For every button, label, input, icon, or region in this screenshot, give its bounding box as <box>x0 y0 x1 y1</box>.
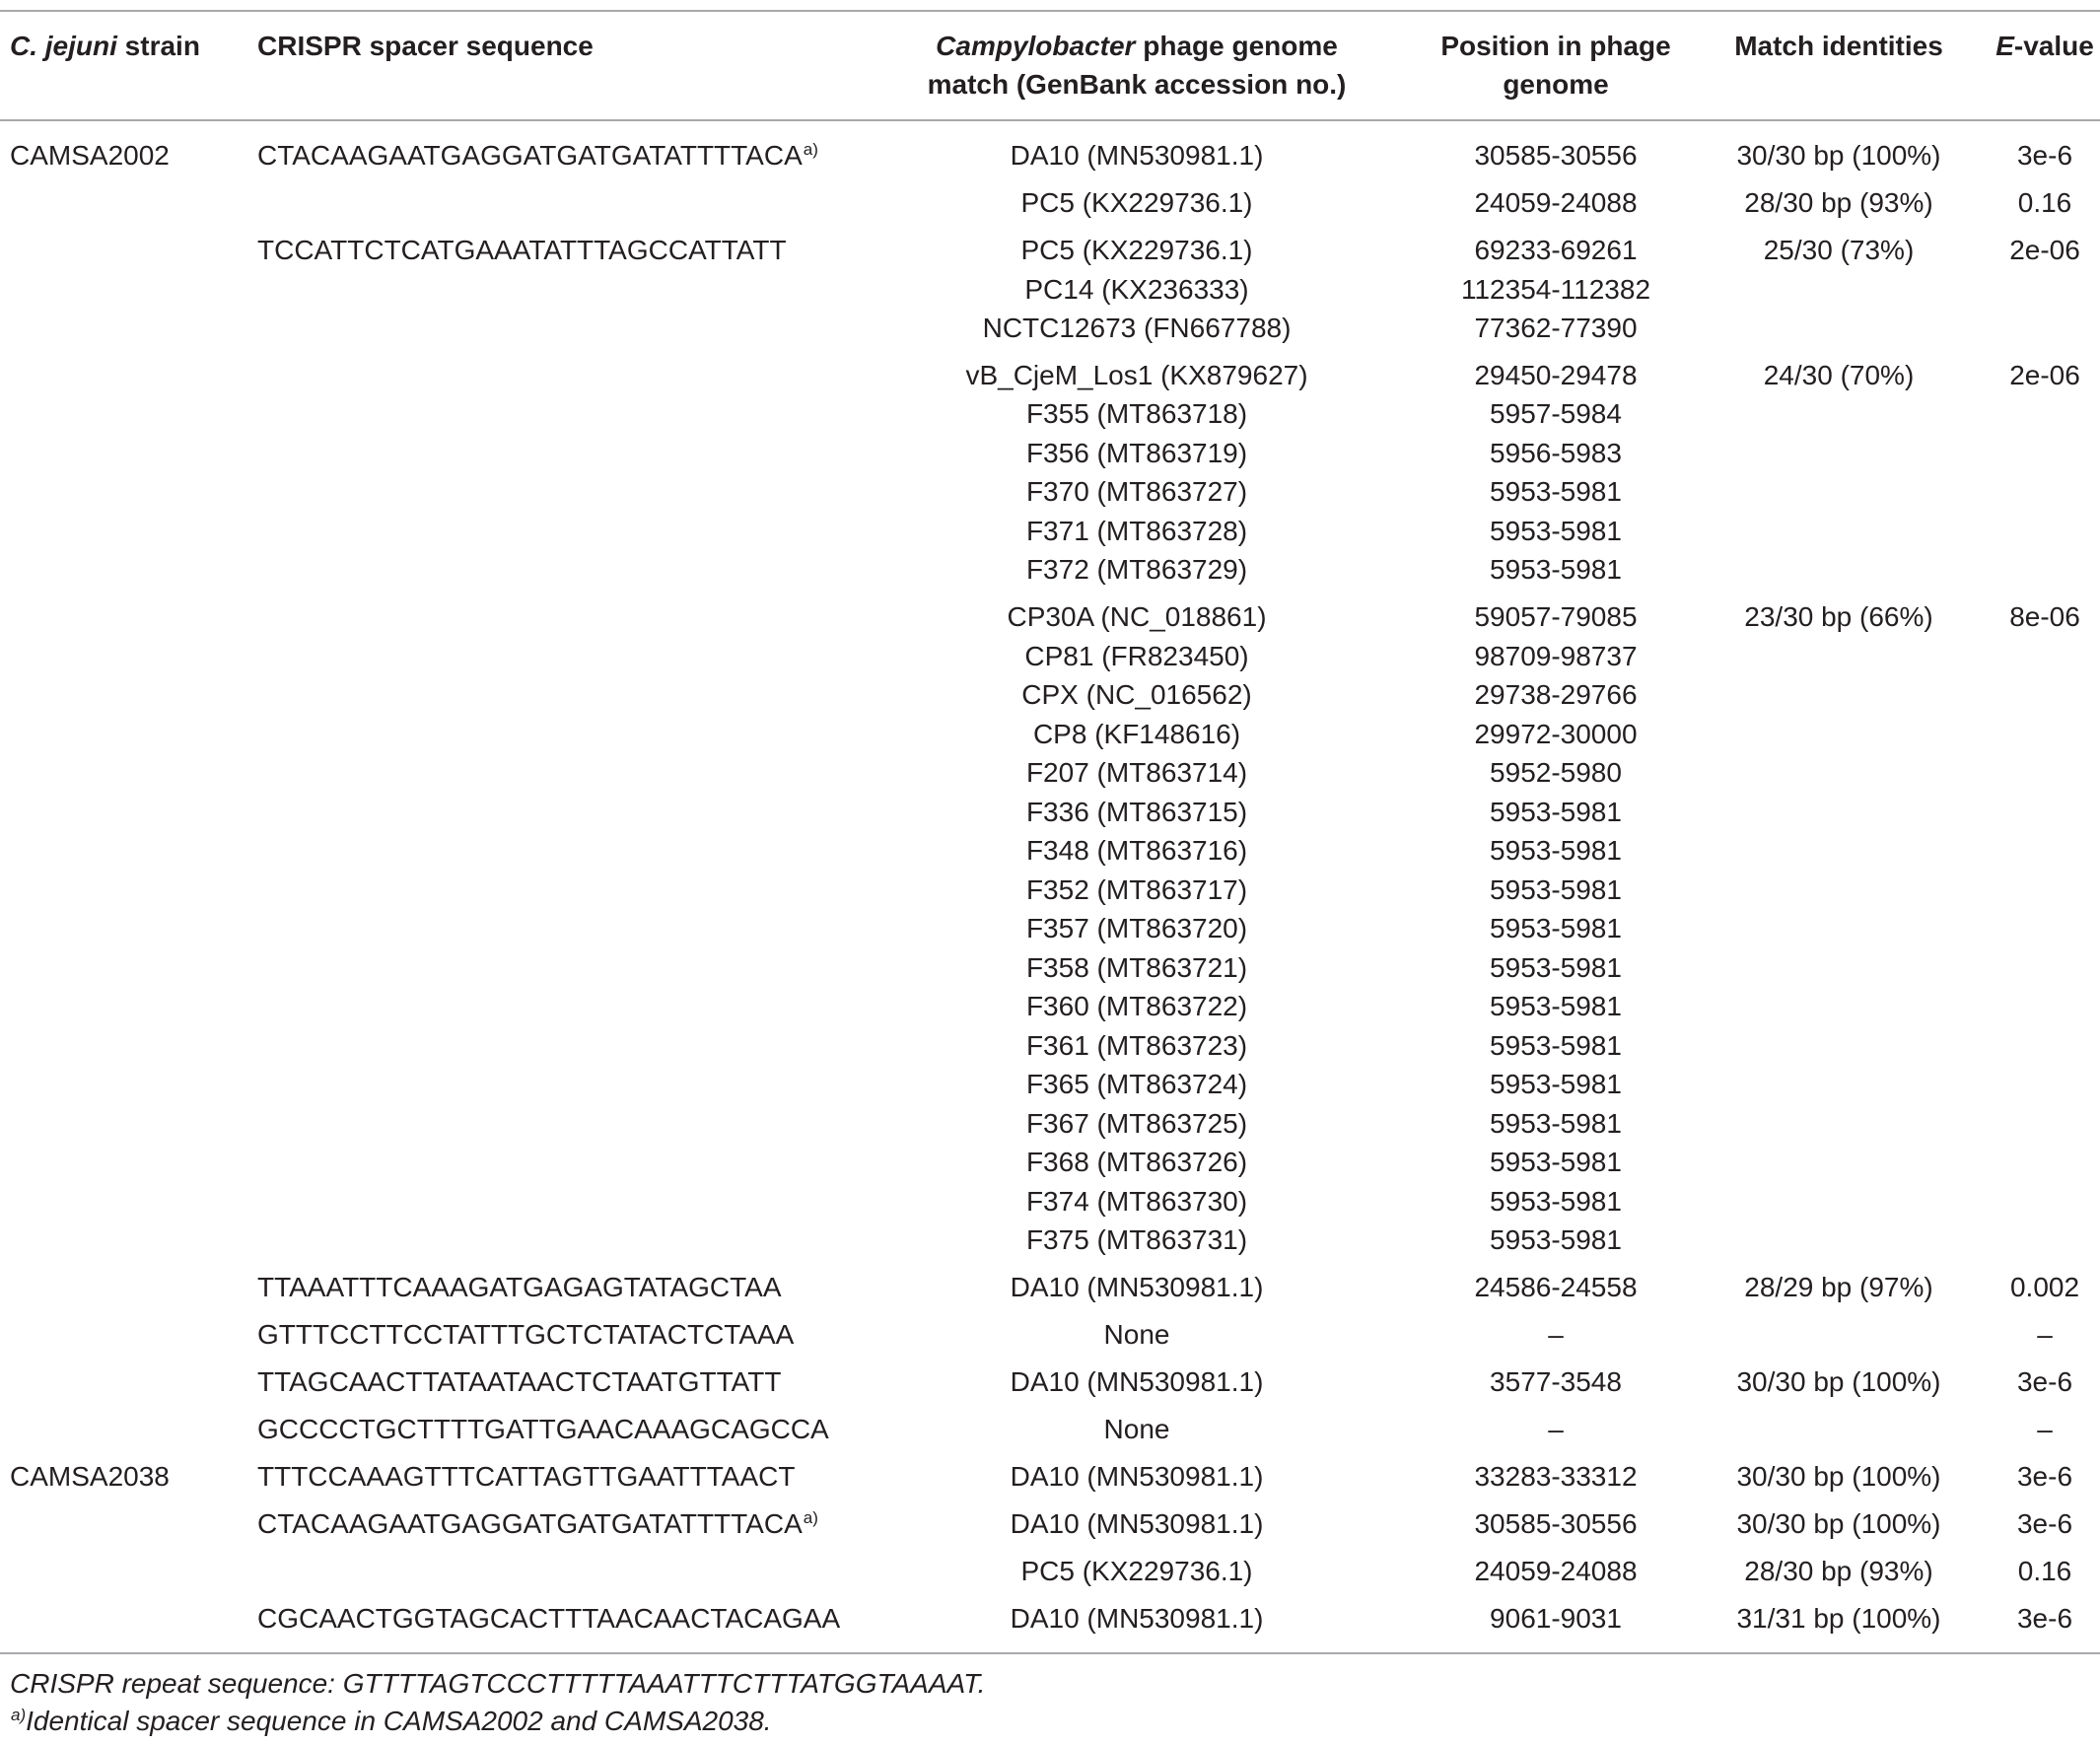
phage-match-cell: PC5 (KX229736.1) <box>1020 235 1253 265</box>
identities-cell: 31/31 bp (100%) <box>1736 1603 1941 1634</box>
phage-match-cell: PC5 (KX229736.1) <box>1020 187 1253 218</box>
identities-cell: 30/30 bp (100%) <box>1736 140 1941 171</box>
spacer-cell: TTTCCAAAGTTTCATTAGTTGAATTTAACT <box>257 1461 796 1492</box>
evalue-cell: 0.16 <box>2017 187 2072 218</box>
phage-match-cell: DA10 (MN530981.1) <box>1010 1508 1264 1539</box>
position-cell: 24059-24088 <box>1474 1556 1638 1586</box>
position-cell: 24586-24558 <box>1474 1272 1638 1302</box>
spacer-cell: CTACAAGAATGAGGATGATGATATTTTACA$^{a)}$ <box>257 1508 818 1539</box>
phage-match-cell: NCTC12673 (FN667788) <box>982 313 1292 343</box>
position-cell: 5953-5981 <box>1490 1147 1622 1177</box>
header-evalue: E-value <box>1995 31 2094 61</box>
phage-match-cell: F365 (MT863724) <box>1025 1069 1248 1099</box>
position-cell: 5953-5981 <box>1490 1069 1622 1099</box>
position-cell: 5956-5983 <box>1490 438 1622 468</box>
position-cell: – <box>1548 1414 1564 1444</box>
position-cell: 33283-33312 <box>1474 1461 1638 1492</box>
footnote-identical: $^{a)}$Identical spacer sequence in CAMSA2002 and CAMSA2038. <box>11 1706 772 1736</box>
position-cell: 24059-24088 <box>1474 187 1638 218</box>
evalue-cell: 3e-6 <box>2016 1603 2073 1634</box>
position-cell: 9061-9031 <box>1490 1603 1622 1634</box>
evalue-cell: 0.002 <box>2009 1272 2080 1302</box>
position-cell: 5953-5981 <box>1490 1186 1622 1217</box>
evalue-cell: 3e-6 <box>2016 1508 2073 1539</box>
spacer-cell: CGCAACTGGTAGCACTTTAACAACTACAGAA <box>257 1603 841 1634</box>
phage-match-cell: DA10 (MN530981.1) <box>1010 1461 1264 1492</box>
phage-match-cell: vB_CjeM_Los1 (KX879627) <box>965 360 1308 390</box>
position-cell: 112354-112382 <box>1460 274 1651 305</box>
phage-match-cell: None <box>1103 1319 1170 1350</box>
header-identities: Match identities <box>1734 31 1943 61</box>
spacer-cell: TCCATTCTCATGAAATATTTAGCCATTATT <box>257 235 787 265</box>
phage-match-cell: F367 (MT863725) <box>1025 1108 1248 1139</box>
position-cell: 5952-5980 <box>1490 757 1622 788</box>
phage-match-cell: F374 (MT863730) <box>1025 1186 1248 1217</box>
position-cell: 30585-30556 <box>1474 1508 1638 1539</box>
position-cell: 59057-79085 <box>1474 601 1638 632</box>
identities-cell: 24/30 (70%) <box>1763 360 1915 390</box>
footnote-marker: a) <box>803 140 818 159</box>
phage-match-cell: F361 (MT863723) <box>1025 1030 1248 1061</box>
identities-cell: 30/30 bp (100%) <box>1736 1366 1941 1397</box>
phage-match-cell: CPX (NC_016562) <box>1021 679 1252 710</box>
phage-match-cell: DA10 (MN530981.1) <box>1010 140 1264 171</box>
evalue-cell: 0.16 <box>2017 1556 2072 1586</box>
evalue-cell: 3e-6 <box>2016 140 2073 171</box>
evalue-cell: 2e-06 <box>2009 235 2080 265</box>
phage-match-cell: F357 (MT863720) <box>1025 913 1248 943</box>
bottom-rule <box>0 1652 2100 1654</box>
phage-match-cell: DA10 (MN530981.1) <box>1010 1272 1264 1302</box>
position-cell: 5953-5981 <box>1490 516 1622 546</box>
phage-match-cell: F371 (MT863728) <box>1025 516 1248 546</box>
phage-match-cell: F358 (MT863721) <box>1025 952 1248 983</box>
evalue-cell: 2e-06 <box>2009 360 2080 390</box>
identities-cell: 30/30 bp (100%) <box>1736 1461 1941 1492</box>
phage-match-cell: F355 (MT863718) <box>1025 398 1248 429</box>
position-cell: 5953-5981 <box>1490 874 1622 905</box>
position-cell: 3577-3548 <box>1490 1366 1622 1397</box>
position-cell: 5957-5984 <box>1490 398 1622 429</box>
phage-match-cell: None <box>1103 1414 1170 1444</box>
identities-cell: 28/30 bp (93%) <box>1744 1556 1933 1586</box>
identities-cell: 23/30 bp (66%) <box>1744 601 1933 632</box>
position-cell: 5953-5981 <box>1490 554 1622 585</box>
position-cell: 5953-5981 <box>1490 1224 1622 1255</box>
phage-match-cell: F336 (MT863715) <box>1025 797 1248 827</box>
position-cell: 5953-5981 <box>1490 991 1622 1021</box>
identities-cell: 25/30 (73%) <box>1763 235 1915 265</box>
position-cell: 77362-77390 <box>1474 313 1638 343</box>
position-cell: 5953-5981 <box>1490 913 1622 943</box>
header-rule <box>0 119 2100 121</box>
position-cell: – <box>1548 1319 1564 1350</box>
strain-cell: CAMSA2038 <box>10 1461 170 1492</box>
position-cell: 5953-5981 <box>1490 1030 1622 1061</box>
position-cell: 5953-5981 <box>1490 835 1622 866</box>
header-phage-match: Campylobacter phage genome match (GenBank accession no.) <box>927 31 1347 100</box>
position-cell: 5953-5981 <box>1490 952 1622 983</box>
position-cell: 5953-5981 <box>1490 797 1622 827</box>
evalue-cell: 8e-06 <box>2009 601 2080 632</box>
phage-match-cell: F207 (MT863714) <box>1025 757 1248 788</box>
footnote-marker: a) <box>803 1508 818 1527</box>
spacer-cell: GTTTCCTTCCTATTTGCTCTATACTCTAAA <box>257 1319 795 1350</box>
position-cell: 69233-69261 <box>1474 235 1638 265</box>
spacer-cell: TTAAATTTCAAAGATGAGAGTATAGCTAA <box>257 1272 782 1302</box>
identities-cell: 28/29 bp (97%) <box>1744 1272 1933 1302</box>
position-cell: 29450-29478 <box>1474 360 1638 390</box>
phage-match-cell: F360 (MT863722) <box>1025 991 1248 1021</box>
header-position: Position in phage genome <box>1440 31 1671 100</box>
phage-match-cell: CP8 (KF148616) <box>1032 719 1241 749</box>
position-cell: 98709-98737 <box>1474 641 1638 671</box>
evalue-cell: – <box>2037 1414 2053 1444</box>
phage-match-cell: CP81 (FR823450) <box>1024 641 1249 671</box>
position-cell: 5953-5981 <box>1490 1108 1622 1139</box>
footnote-repeat: CRISPR repeat sequence: GTTTTAGTCCCTTTTTAAATTTCTTTATGGTAAAAT. <box>10 1668 986 1699</box>
evalue-cell: 3e-6 <box>2016 1461 2073 1492</box>
position-cell: 29972-30000 <box>1474 719 1638 749</box>
phage-match-cell: F356 (MT863719) <box>1025 438 1248 468</box>
strain-cell: CAMSA2002 <box>10 140 170 171</box>
phage-match-cell: PC14 (KX236333) <box>1024 274 1249 305</box>
phage-match-cell: PC5 (KX229736.1) <box>1020 1556 1253 1586</box>
phage-match-cell: F375 (MT863731) <box>1025 1224 1248 1255</box>
header-strain: C. jejuni strain <box>10 31 200 61</box>
position-cell: 5953-5981 <box>1490 476 1622 507</box>
spacer-cell: CTACAAGAATGAGGATGATGATATTTTACA$^{a)}$ <box>257 140 818 171</box>
identities-cell: 28/30 bp (93%) <box>1744 187 1933 218</box>
top-rule <box>0 10 2100 12</box>
evalue-cell: 3e-6 <box>2016 1366 2073 1397</box>
phage-match-cell: CP30A (NC_018861) <box>1007 601 1267 632</box>
phage-match-cell: F370 (MT863727) <box>1025 476 1248 507</box>
position-cell: 29738-29766 <box>1474 679 1638 710</box>
identities-cell: 30/30 bp (100%) <box>1736 1508 1941 1539</box>
phage-match-cell: DA10 (MN530981.1) <box>1010 1366 1264 1397</box>
phage-match-cell: F348 (MT863716) <box>1025 835 1248 866</box>
spacer-cell: GCCCCTGCTTTTGATTGAACAAAGCAGCCA <box>257 1414 829 1444</box>
position-cell: 30585-30556 <box>1474 140 1638 171</box>
phage-match-cell: F372 (MT863729) <box>1025 554 1248 585</box>
phage-match-cell: F368 (MT863726) <box>1025 1147 1248 1177</box>
evalue-cell: – <box>2037 1319 2053 1350</box>
phage-match-cell: F352 (MT863717) <box>1025 874 1248 905</box>
phage-match-cell: DA10 (MN530981.1) <box>1010 1603 1264 1634</box>
header-spacer: CRISPR spacer sequence <box>257 31 594 61</box>
spacer-cell: TTAGCAACTTATAATAACTCTAATGTTATT <box>257 1366 782 1397</box>
